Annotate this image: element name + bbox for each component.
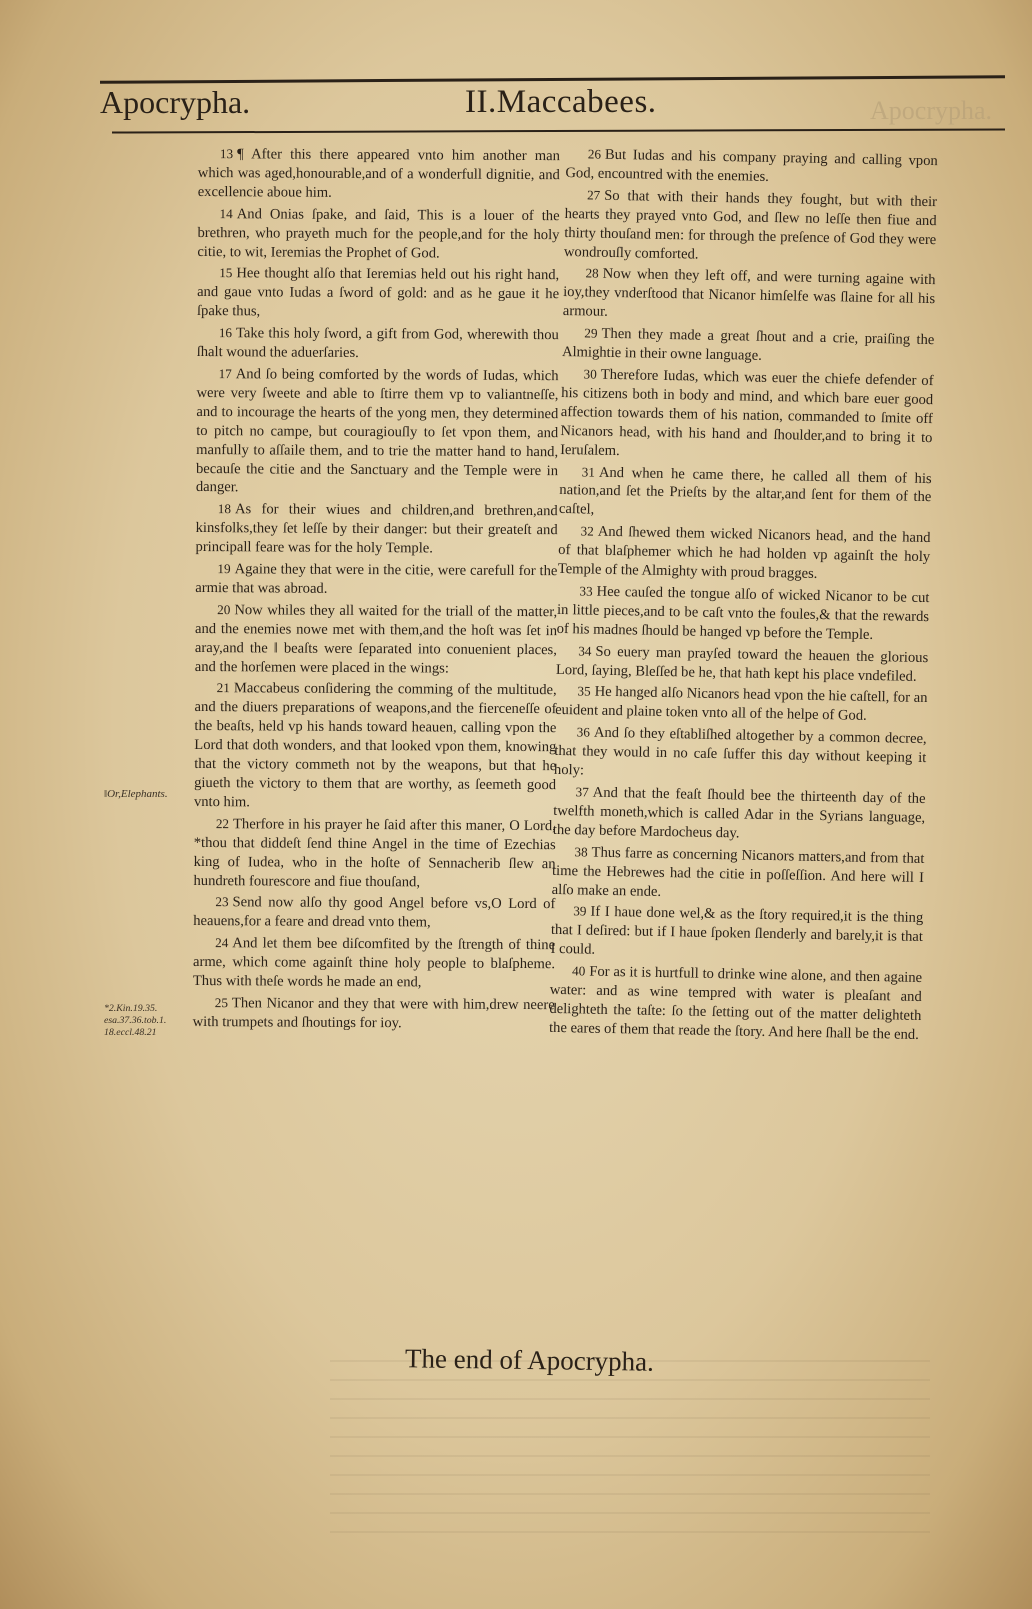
verse-text: Thus farre as concerning Nicanors matters,and from that time the Hebrewes had the citie in poſſeſſion. And here will I alſo make an ende. xyxy=(551,844,925,900)
verse xyxy=(193,994,555,1034)
verse-text: Againe they that were in the citie, were carefull for the armie that was abroad. xyxy=(195,561,558,597)
verse-number: 35 xyxy=(577,683,591,700)
verse xyxy=(552,843,925,907)
verse-text: He hanged alſo Nicanors head vpon the hie caſtell, for an euident and plaine token vnto all of the helpe of God. xyxy=(554,684,928,725)
verse-number: 31 xyxy=(581,463,596,480)
header-rule-bottom xyxy=(112,128,1005,133)
header-rule-top xyxy=(100,75,1005,84)
left-column xyxy=(193,145,560,1037)
verse-number: 23 xyxy=(215,894,229,910)
verse xyxy=(549,962,922,1045)
verse-number: 30 xyxy=(583,366,597,382)
verse xyxy=(558,522,931,586)
verse-text: And ſo they eſtabliſhed altogether by a common decree, that they would in no caſe ſuffer this day without keeping it holy: xyxy=(553,724,927,779)
verse-text: And that the feaſt ſhould bee the thirteenth day of the twelfth moneth,which is called Adar in the Syrians language, the day before Mardocheus day. xyxy=(552,784,926,842)
verse xyxy=(556,642,929,687)
verse xyxy=(559,462,932,526)
verse-text: Then they made a great ſhout and a crie, praiſing the Almightie in their owne language. xyxy=(561,325,935,364)
verse xyxy=(195,560,557,600)
verse-number: 24 xyxy=(215,935,229,951)
verse xyxy=(193,893,555,933)
verse-number: 33 xyxy=(579,583,593,599)
verse xyxy=(193,815,555,893)
verse-text: Send now alſo thy good Angel before vs,O Lord of heauens,for a feare and dread vnto them, xyxy=(193,894,556,931)
verse-text: ¶ After this there appeared vnto him another man which was aged,honourable,and of a wonderfull dignitie, and excellencie aboue him. xyxy=(197,146,560,201)
running-head-title: II.Maccabees. xyxy=(465,84,657,120)
verse xyxy=(553,783,926,847)
verse-number: 21 xyxy=(216,680,230,696)
verse-text: Now when they left off, and were turning againe with ioy,they vnderſtood that Nicanor himſelfe was ſlaine for all his armour. xyxy=(562,266,936,321)
verse xyxy=(198,145,560,204)
verse-number: 15 xyxy=(219,265,233,281)
verse-text: Hee thought alſo that Ieremias held out his right hand, and gaue vnto Iudas a ſword of gold: and as he gaue it he ſpake thus, xyxy=(196,265,560,320)
verse-text: And when he came there, he called all them of his nation,and ſet the Prieſts by the altar,and ſent for them of the caſtel, xyxy=(558,464,932,518)
verse-text: Therefore Iudas, which was euer the chiefe defender of his citizens both in body and mind, and which bare euer good affection towards them of his nation, commanded to ſmite off Nicanors head, with his hand and ſhoulder,and to bring it to Ieruſalem. xyxy=(559,366,934,459)
show-through-text: Apocrypha. xyxy=(870,96,993,125)
verse-number: 34 xyxy=(578,642,592,659)
verse-number: 37 xyxy=(575,784,589,800)
verse-number: 36 xyxy=(576,724,591,740)
verse-text: Maccabeus conſidering the comming of the multitude, and the diuers preparations of weapons,and the fierceneſſe of the beaſts, held vp his hands toward heauen, calling vpon the Lord that doth wonders, and that looked vpon them, knowing that the victory commeth not by the weapons, but that he giueth the victory to them that are worthy, as ſeemeth good vnto him. xyxy=(193,680,557,811)
verse-number: 19 xyxy=(217,561,231,577)
verse-number: 16 xyxy=(218,325,233,341)
verse-number: 14 xyxy=(219,205,233,221)
verse-text: So that with their hands they fought, but with their hearts they prayed vnto God, and ſlew no leſſe then fiue and thirty thouſand men: for through the preſence of God they were wondrouſly comforted. xyxy=(563,187,938,263)
verse-text: If I haue done wel,& as the ſtory required,it is the thing that I deſired: but if I haue ſpoken ſlenderly and barely,it is that I could. xyxy=(550,904,924,958)
bleed-through-texture xyxy=(330,1360,930,1540)
verse xyxy=(197,264,559,323)
verse-number: 28 xyxy=(585,265,599,282)
verse xyxy=(562,324,935,369)
verse-text: And Onias ſpake, and ſaid, This is a louer of the brethren, who prayeth much for the people,and for the holy citie, to wit, Ieremias the Prophet of God. xyxy=(197,205,560,262)
verse-number: 17 xyxy=(218,366,232,382)
running-head-left: Apocrypha. xyxy=(100,84,251,120)
verse-number: 39 xyxy=(573,903,587,919)
verse-number: 20 xyxy=(217,601,231,618)
verse-text: And ſhewed them wicked Nicanors head, and the hand of that blaſphemer which he had holden vp againſt the holy Temple of the Almighty with proud bragges. xyxy=(557,523,931,582)
verse xyxy=(196,365,559,500)
verse xyxy=(563,264,936,328)
verse-text: Hee cauſed the tongue alſo of wicked Nicanor to be cut in little pieces,and to be caſt vnto the foules,& that the rewards of his madnes ſhould be hanged vp before the Temple. xyxy=(556,583,930,643)
verse-text: But Iudas and his company praying and calling vpon God, encountred with the enemies. xyxy=(565,146,938,185)
verse-text: As for their wiues and children,and brethren,and kinsfolks,they ſet leſſe by their danger: but their greateſt and principall feare was for the holy Temple. xyxy=(195,501,558,557)
verse xyxy=(550,902,923,966)
end-of-apocrypha: The end of Apocrypha. xyxy=(404,1343,655,1377)
verse xyxy=(195,601,557,679)
verse-number: 29 xyxy=(584,325,598,341)
verse-text: So euery man prayſed toward the heauen the glorious Lord, ſaying, Bleſſed be he, that hath kept his place vndefiled. xyxy=(555,643,929,685)
verse-text: For as it is hurtfull to drinke wine alone, and then againe water: and as wine tempred with water is pleaſant and delighteth the taſte: ſo the ſetting out of the matter delighteth the eares of them that reade the ſtory. And here ſhall be the end. xyxy=(548,963,923,1043)
verse-text: Now whiles they all waited for the triall of the matter, and the enemies nowe met with them,and the hoſt was ſet in aray,and the ‖ beaſts were ſeparated into conuenient places, and the horſemen were placed in the wings: xyxy=(194,602,558,677)
verse-text: Then Nicanor and they that were with him,drew neere with trumpets and ſhoutings for ioy. xyxy=(192,995,555,1032)
verse-number: 22 xyxy=(215,815,230,832)
verse-number: 18 xyxy=(217,501,232,517)
verse-text: Take this holy ſword, a gift from God, wherewith thou ſhalt wound the aduerſaries. xyxy=(196,325,559,362)
verse-text: Therfore in his prayer he ſaid after this maner, O Lord, *thou that diddeſt ſend thine Angel in the time of Ezechias king of Iudea, who in the hoſte of Sennacherib ſlew an hundreth fourescore and fiue thouſand, xyxy=(193,816,556,890)
verse xyxy=(557,582,930,646)
verse-number: 32 xyxy=(580,523,594,539)
verse xyxy=(195,500,557,559)
right-column xyxy=(549,145,938,1048)
verse xyxy=(194,679,557,814)
verse-number: 27 xyxy=(586,187,601,203)
verse xyxy=(564,186,937,269)
margin-note-references: *2.Kin.19.35. esa.37.36.tob.1. 18.eccl.48.21 xyxy=(104,1003,167,1038)
verse-number: 13 xyxy=(219,146,234,162)
margin-note-elephants: ‖Or,Elephants. xyxy=(104,788,168,800)
verse-number: 38 xyxy=(574,844,588,860)
verse-number: 26 xyxy=(587,146,602,162)
verse-text: And let them bee diſcomfited by the ſtrength of thine arme, which come againſt thine holy people to blaſpheme. Thus with theſe words he made an end, xyxy=(192,935,556,991)
verse xyxy=(560,365,934,467)
verse-text: And ſo being comforted by the words of Iudas, which were very ſweete and able to ſtirre them vp to valiantneſſe, and to incourage the hearts of the yong men, they determined to pitch no campe, but couragiouſly to ſet vpon them, and manfully to aſſaile them, and to trie the matter hand to hand, becauſe the citie and the Sanctuary and the Temple were in danger. xyxy=(195,366,559,496)
verse xyxy=(193,934,555,993)
verse-number: 40 xyxy=(572,963,586,979)
verse xyxy=(197,205,559,264)
verse xyxy=(555,682,928,727)
verse xyxy=(197,324,559,364)
verse xyxy=(565,145,938,190)
verse-number: 25 xyxy=(214,995,228,1011)
verse xyxy=(554,723,927,787)
